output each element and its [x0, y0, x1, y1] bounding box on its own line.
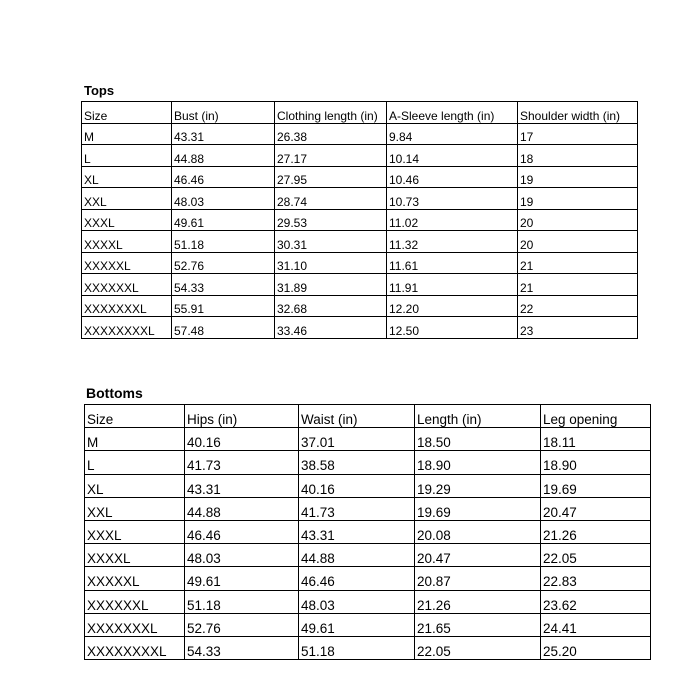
tops-measurement-cell: 44.88: [172, 145, 275, 167]
tops-size-cell: XXXXXL: [82, 252, 172, 274]
bottoms-measurement-cell: 20.47: [415, 544, 541, 567]
tops-table-row: [82, 252, 638, 274]
tops-measurement-cell: 31.89: [275, 274, 387, 296]
bottoms-table-row: [85, 544, 651, 567]
tops-size-cell: XL: [82, 166, 172, 188]
tops-table-row: [82, 209, 638, 231]
bottoms-header-row: [85, 405, 651, 428]
bottoms-measurement-cell: 22.05: [415, 636, 541, 659]
tops-measurement-cell: 52.76: [172, 252, 275, 274]
bottoms-measurement-cell: 44.88: [299, 544, 415, 567]
tops-size-cell: XXXXXXXXL: [82, 317, 172, 339]
bottoms-measurement-cell: 38.58: [299, 451, 415, 474]
bottoms-measurement-cell: 40.16: [185, 428, 299, 451]
bottoms-measurement-cell: 19.69: [541, 474, 651, 497]
tops-measurement-cell: 31.10: [275, 252, 387, 274]
tops-measurement-cell: 30.31: [275, 231, 387, 253]
tops-measurement-cell: 12.20: [387, 295, 518, 317]
tops-measurement-cell: 20: [518, 231, 638, 253]
bottoms-size-table: [84, 404, 651, 660]
bottoms-table-row: [85, 613, 651, 636]
tops-measurement-cell: 9.84: [387, 123, 518, 145]
bottoms-column-header: Size: [85, 405, 185, 428]
bottoms-measurement-cell: 20.08: [415, 520, 541, 543]
tops-measurement-cell: 10.46: [387, 166, 518, 188]
bottoms-measurement-cell: 22.05: [541, 544, 651, 567]
bottoms-size-cell: XXXXL: [85, 544, 185, 567]
tops-measurement-cell: 11.32: [387, 231, 518, 253]
tops-measurement-cell: 11.61: [387, 252, 518, 274]
bottoms-column-header: Leg opening: [541, 405, 651, 428]
tops-column-header: A-Sleeve length (in): [387, 102, 518, 124]
tops-column-header: Size: [82, 102, 172, 124]
tops-measurement-cell: 43.31: [172, 123, 275, 145]
bottoms-section-title: Bottoms: [86, 385, 143, 401]
tops-measurement-cell: 46.46: [172, 166, 275, 188]
bottoms-measurement-cell: 19.29: [415, 474, 541, 497]
bottoms-table-row: [85, 590, 651, 613]
bottoms-measurement-cell: 51.18: [185, 590, 299, 613]
tops-size-cell: XXXL: [82, 209, 172, 231]
tops-size-cell: XXXXXXL: [82, 274, 172, 296]
bottoms-measurement-cell: 18.90: [415, 451, 541, 474]
tops-header-row: [82, 102, 638, 124]
tops-measurement-cell: 48.03: [172, 188, 275, 210]
tops-measurement-cell: 57.48: [172, 317, 275, 339]
bottoms-size-cell: XXXXXXXL: [85, 613, 185, 636]
tops-measurement-cell: 26.38: [275, 123, 387, 145]
bottoms-measurement-cell: 23.62: [541, 590, 651, 613]
bottoms-measurement-cell: 52.76: [185, 613, 299, 636]
bottoms-measurement-cell: 41.73: [185, 451, 299, 474]
bottoms-size-cell: XXXXXXL: [85, 590, 185, 613]
bottoms-measurement-cell: 40.16: [299, 474, 415, 497]
tops-table-row: [82, 317, 638, 339]
tops-measurement-cell: 10.73: [387, 188, 518, 210]
bottoms-size-cell: XXL: [85, 497, 185, 520]
bottoms-table-row: [85, 497, 651, 520]
tops-measurement-cell: 21: [518, 274, 638, 296]
bottoms-size-cell: XL: [85, 474, 185, 497]
bottoms-measurement-cell: 49.61: [299, 613, 415, 636]
bottoms-measurement-cell: 18.90: [541, 451, 651, 474]
tops-column-header: Clothing length (in): [275, 102, 387, 124]
tops-measurement-cell: 49.61: [172, 209, 275, 231]
tops-measurement-cell: 17: [518, 123, 638, 145]
bottoms-measurement-cell: 48.03: [185, 544, 299, 567]
bottoms-table-body: [85, 405, 651, 660]
tops-size-cell: M: [82, 123, 172, 145]
tops-measurement-cell: 27.95: [275, 166, 387, 188]
bottoms-table-row: [85, 428, 651, 451]
tops-table-row: [82, 188, 638, 210]
bottoms-measurement-cell: 18.11: [541, 428, 651, 451]
tops-table-row: [82, 123, 638, 145]
tops-measurement-cell: 55.91: [172, 295, 275, 317]
bottoms-measurement-cell: 43.31: [299, 520, 415, 543]
bottoms-measurement-cell: 49.61: [185, 567, 299, 590]
bottoms-measurement-cell: 46.46: [299, 567, 415, 590]
tops-size-cell: L: [82, 145, 172, 167]
bottoms-measurement-cell: 43.31: [185, 474, 299, 497]
bottoms-measurement-cell: 19.69: [415, 497, 541, 520]
bottoms-measurement-cell: 25.20: [541, 636, 651, 659]
tops-measurement-cell: 11.91: [387, 274, 518, 296]
bottoms-column-header: Hips (in): [185, 405, 299, 428]
tops-section-title: Tops: [84, 83, 115, 98]
bottoms-table-row: [85, 520, 651, 543]
bottoms-table-row: [85, 474, 651, 497]
bottoms-measurement-cell: 22.83: [541, 567, 651, 590]
bottoms-size-cell: XXXXXL: [85, 567, 185, 590]
tops-measurement-cell: 29.53: [275, 209, 387, 231]
bottoms-measurement-cell: 21.65: [415, 613, 541, 636]
bottoms-measurement-cell: 24.41: [541, 613, 651, 636]
bottoms-column-header: Length (in): [415, 405, 541, 428]
tops-table-row: [82, 295, 638, 317]
bottoms-measurement-cell: 54.33: [185, 636, 299, 659]
tops-measurement-cell: 11.02: [387, 209, 518, 231]
bottoms-table-row: [85, 567, 651, 590]
bottoms-measurement-cell: 37.01: [299, 428, 415, 451]
tops-measurement-cell: 20: [518, 209, 638, 231]
tops-column-header: Shoulder width (in): [518, 102, 638, 124]
tops-measurement-cell: 19: [518, 166, 638, 188]
bottoms-size-cell: M: [85, 428, 185, 451]
tops-table-body: [82, 102, 638, 339]
bottoms-measurement-cell: 41.73: [299, 497, 415, 520]
tops-measurement-cell: 18: [518, 145, 638, 167]
tops-size-table: [81, 101, 638, 339]
bottoms-size-cell: XXXXXXXXL: [85, 636, 185, 659]
bottoms-table-row: [85, 636, 651, 659]
bottoms-size-cell: XXXL: [85, 520, 185, 543]
tops-measurement-cell: 23: [518, 317, 638, 339]
tops-table-row: [82, 274, 638, 296]
tops-column-header: Bust (in): [172, 102, 275, 124]
tops-measurement-cell: 32.68: [275, 295, 387, 317]
bottoms-measurement-cell: 21.26: [415, 590, 541, 613]
tops-table-row: [82, 166, 638, 188]
tops-measurement-cell: 22: [518, 295, 638, 317]
tops-measurement-cell: 10.14: [387, 145, 518, 167]
bottoms-measurement-cell: 20.87: [415, 567, 541, 590]
tops-measurement-cell: 51.18: [172, 231, 275, 253]
tops-size-cell: XXXXXXXL: [82, 295, 172, 317]
tops-measurement-cell: 28.74: [275, 188, 387, 210]
tops-table-row: [82, 231, 638, 253]
bottoms-measurement-cell: 18.50: [415, 428, 541, 451]
tops-measurement-cell: 54.33: [172, 274, 275, 296]
bottoms-column-header: Waist (in): [299, 405, 415, 428]
tops-measurement-cell: 19: [518, 188, 638, 210]
bottoms-measurement-cell: 51.18: [299, 636, 415, 659]
bottoms-size-cell: L: [85, 451, 185, 474]
tops-size-cell: XXXXL: [82, 231, 172, 253]
tops-measurement-cell: 33.46: [275, 317, 387, 339]
bottoms-measurement-cell: 21.26: [541, 520, 651, 543]
tops-size-cell: XXL: [82, 188, 172, 210]
bottoms-measurement-cell: 46.46: [185, 520, 299, 543]
tops-measurement-cell: 21: [518, 252, 638, 274]
bottoms-measurement-cell: 48.03: [299, 590, 415, 613]
bottoms-table-row: [85, 451, 651, 474]
tops-table-row: [82, 145, 638, 167]
tops-measurement-cell: 12.50: [387, 317, 518, 339]
bottoms-measurement-cell: 20.47: [541, 497, 651, 520]
bottoms-measurement-cell: 44.88: [185, 497, 299, 520]
tops-measurement-cell: 27.17: [275, 145, 387, 167]
